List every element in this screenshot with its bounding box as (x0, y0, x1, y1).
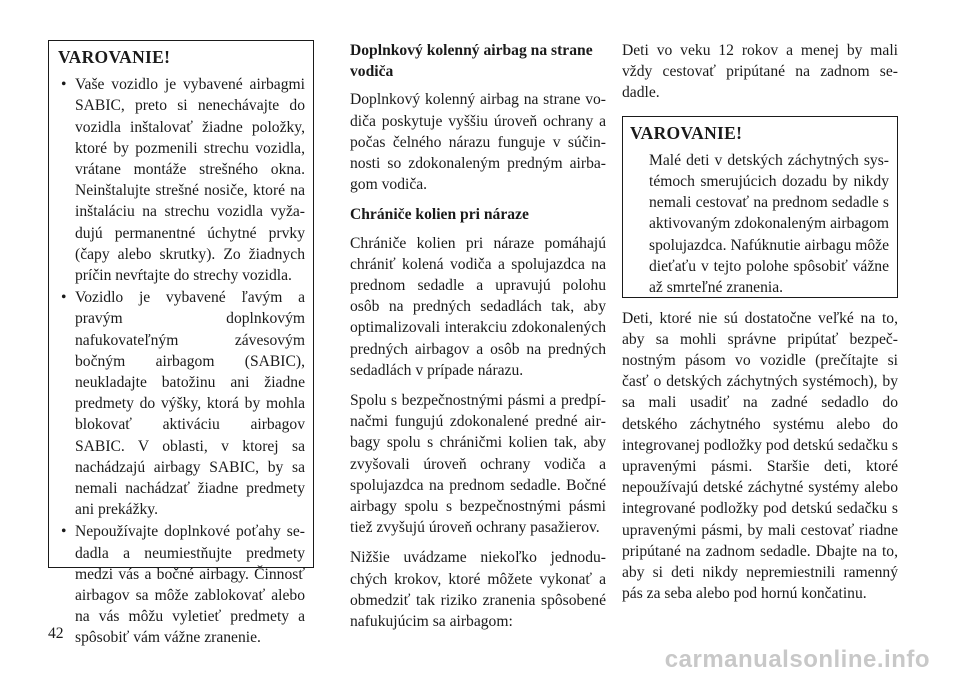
warning-box-children (622, 116, 898, 298)
paragraph: Deti, ktoré nie sú dostatočne veľké na to, aby sa mohli správne pripútať bezpečnostným pásom vo vozidle (prečítajte si časť o detských záchytných systémoch), by sa mali usadiť na zadné sedadlo do detského záchytného systému alebo do integrovanej podložky pod detskú sedačku s upravenými pásmi. Staršie deti, ktoré nepoužívajú detské záchytné systémy alebo integrované podložky pod detskú sedačku s upravenými pásmi, by mali cestovať riadne pripútané na zadnom sedadle. Dbajte na to, aby si deti nikdy nepremiestnili ramenný pás za seba alebo pod hornú končatinu. (622, 309, 898, 603)
watermark-logo: carmanualsonline.info (664, 646, 930, 673)
paragraph: Deti vo veku 12 rokov a menej by mali vždy cestovať pripútané na zadnom sedadle. (622, 42, 898, 102)
right-column (622, 40, 898, 613)
section-heading-knee-airbag: Doplnkový kolenný airbag na strane vodiča (350, 42, 593, 81)
warning-item: • Nepoužívajte doplnkové poťahy sedadla a neumiestňujte predmety medzi vás a bočné airbagy. Činnosť airbagov sa môže zablokovať alebo na vás môžu vyletieť predmety a spôsobiť vám vážne zranenie. (58, 521, 305, 648)
warning-text: Malé deti v detských záchytných systémoch smerujúcich dozadu by nikdy nemali cestovať na prednom sedadle s aktivovaným zdokonaleným airbagom spolujazdca. Nafúknutie airbagu môže dieťaťu v tejto polohe spôsobiť vážne až smrteľné zranenia. (649, 151, 889, 297)
warning-list (58, 74, 305, 648)
warning-item: • Vaše vozidlo je vybavené airbagmi SABIC, preto si nenechávajte do vozidla inštalovať žiadne položky, ktoré by pozmenili strechu vozidla, vrátane montáže strešného okna. Neinštalujte strešné nosiče, ktoré na inštaláciu na strechu vozidla vyžadujú permanentné úchytné prvky (čapy alebo skrutky). Zo žiadnych príčin nevŕtajte do strechy vozidla. (58, 74, 305, 286)
paragraph: Chrániče kolien pri náraze pomáhajú chrániť kolená vodiča a spolujazdca na prednom sedadle a upravujú polohu osôb na predných sedadlách tak, aby optimalizovali interakciu zdokonalených predných airbagov a osôb na predných sedadlách v prípade nárazu. (350, 234, 606, 379)
middle-column (350, 40, 606, 641)
warning-item: • Vozidlo je vybavené ľavým a pravým doplnkovým nafukovateľným závesovým bočným airbagom (SABIC), neukladajte batožinu ani žiadne predmety do výšky, ktorá by mohla blokovať aktiváciu airbagov SABIC. V oblasti, v ktorej sa nachádzajú airbagy SABIC, by sa nemali nachádzať žiadne predmety ani prekážky. (58, 287, 305, 520)
warning-title: VAROVANIE! (58, 47, 171, 67)
paragraph: Nižšie uvádzame niekoľko jednoduchých krokov, ktoré môžete vykonať a obmedziť tak riziko zranenia spôsobené nafukujúcim sa airbagom: (350, 549, 606, 631)
paragraph: Spolu s bezpečnostnými pásmi a predpínačmi fungujú zdokonalené predné airbagy spolu s chráničmi kolien tak, aby zvyšovali úroveň ochrany vodiča a spolujazdca na prednom sedadle. Bočné airbagy spolu s bezpečnostnými pásmi tiež zvyšujú úroveň ochrany pasažierov. (350, 392, 606, 537)
section-heading-knee-bolsters: Chrániče kolien pri náraze (350, 206, 529, 224)
page-number: 42 (48, 625, 64, 642)
warning-title: VAROVANIE! (630, 122, 743, 143)
paragraph: Doplnkový kolenný airbag na strane vodiča poskytuje vyššiu úroveň ochrany a počas čelného nárazu funguje v súčinnosti so zdokonaleným predným airbagom vodiča. (350, 91, 606, 194)
